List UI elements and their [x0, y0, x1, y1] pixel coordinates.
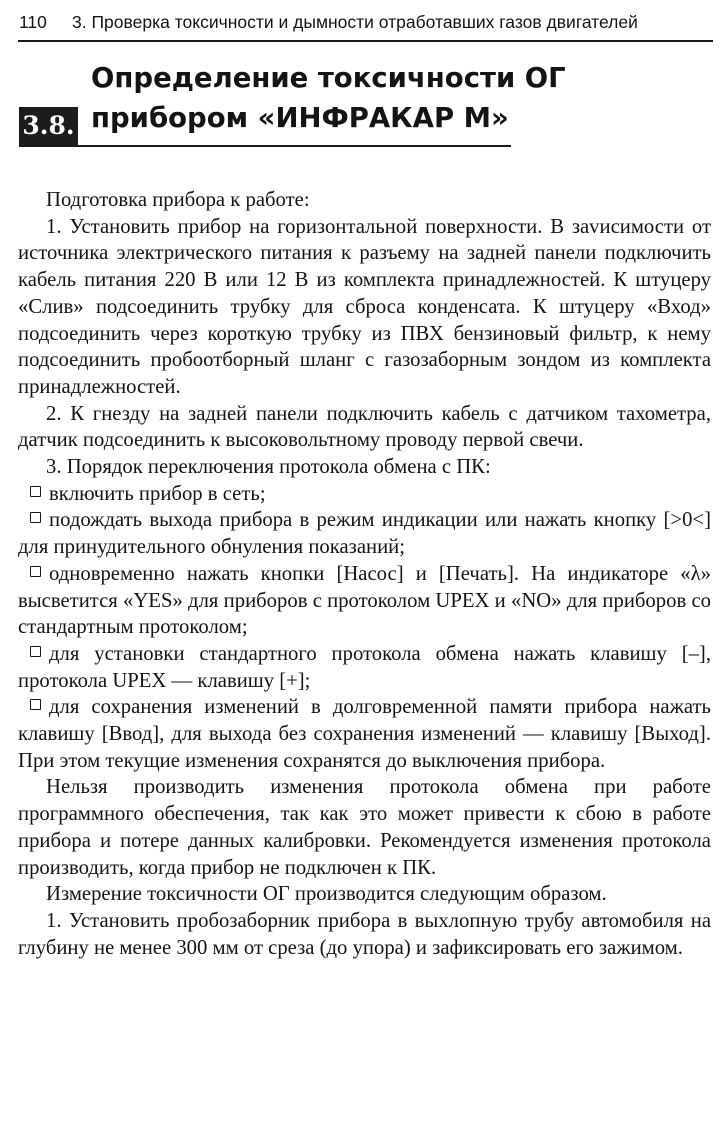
header-rule [18, 40, 713, 42]
chapter-title: 3. Проверка токсичности и дымности отработавших газов двигателей [72, 12, 638, 32]
checkbox-bullet-icon [30, 566, 41, 577]
section-number-badge: 3.8. [19, 107, 78, 145]
bullet-list-item [18, 694, 711, 774]
section-title-rule [19, 145, 511, 147]
paragraph: 1. Установить прибор на горизонтальной поверхности. В заvисимости от источника электрического питания к разъему на задней панели подключить кабель питания 220 В или 12 В из комплекта принадлежностей. К штуцеру «Слив» подсоединить трубку для сброса конденсата. К штуцеру «Вход» подсоединить через короткую трубку из ПВХ бензиновый фильтр, к нему подсоединить пробоотборный шланг с газозаборным зондом из комплекта принадлежностей. [18, 215, 711, 398]
bullet-list-item [18, 641, 711, 694]
checkbox-bullet-icon [30, 699, 41, 710]
checkbox-bullet-icon [30, 486, 41, 497]
checkbox-bullet-icon [30, 646, 41, 657]
page-number: 110 [19, 12, 47, 32]
paragraph: 3. Порядок переключения протокола обмена с ПК: [46, 456, 491, 479]
paragraph: Измерение токсичности ОГ производится следующим образом. [46, 883, 607, 906]
bullet-text: одновременно нажать кнопки [Насос] и [Печать]. На индикаторе «λ» высветится «YES» для приборов с протоколом UPEX и «NO» для приборов со стандартным протоколом; [18, 562, 711, 639]
bullet-list-item [18, 507, 711, 560]
paragraph: Подготовка прибора к работе: [46, 189, 310, 211]
body-text [18, 187, 711, 961]
paragraph: 1. Установить пробозаборник прибора в выхлопную трубу автомобиля на глубину не менее 300 мм от среза (до упора) и зафиксировать его зажимом. [18, 909, 711, 959]
section-title [91, 58, 691, 138]
bullet-text: для установки стандартного протокола обмена нажать клавишу [–], протокола UPEX — клавишу [+]; [18, 642, 711, 692]
paragraph: 2. К гнезду на задней панели подключить кабель с датчиком тахометра, датчик подсоединить к высоковольтному проводу первой свечи. [18, 402, 711, 452]
paragraph: Нельзя производить изменения протокола обмена при работе программного обеспечения, так как это может привести к сбою в работе прибора и потере данных калибровки. Рекомендуется изменения протокола производить, когда прибор не подключен к ПК. [18, 776, 711, 879]
running-header [19, 7, 714, 37]
bullet-text: для сохранения изменений в долговременной памяти прибора нажать клавишу [Ввод], для выхода без сохранения изменений — клавишу [Выход]. При этом текущие изменения сохранятся до выключения прибора. [18, 696, 711, 772]
section-title-line-2: прибором «ИНФРАКАР М» [91, 102, 509, 134]
bullet-text: подождать выхода прибора в режим индикации или нажать кнопку [>0<] для принудительного обнуления показаний; [18, 509, 711, 559]
bullet-list-item [18, 561, 711, 641]
checkbox-bullet-icon [30, 512, 41, 523]
bullet-list-item [18, 481, 711, 508]
bullet-text: включить прибор в сеть; [49, 482, 266, 505]
section-title-line-1: Определение токсичности ОГ [91, 62, 566, 94]
